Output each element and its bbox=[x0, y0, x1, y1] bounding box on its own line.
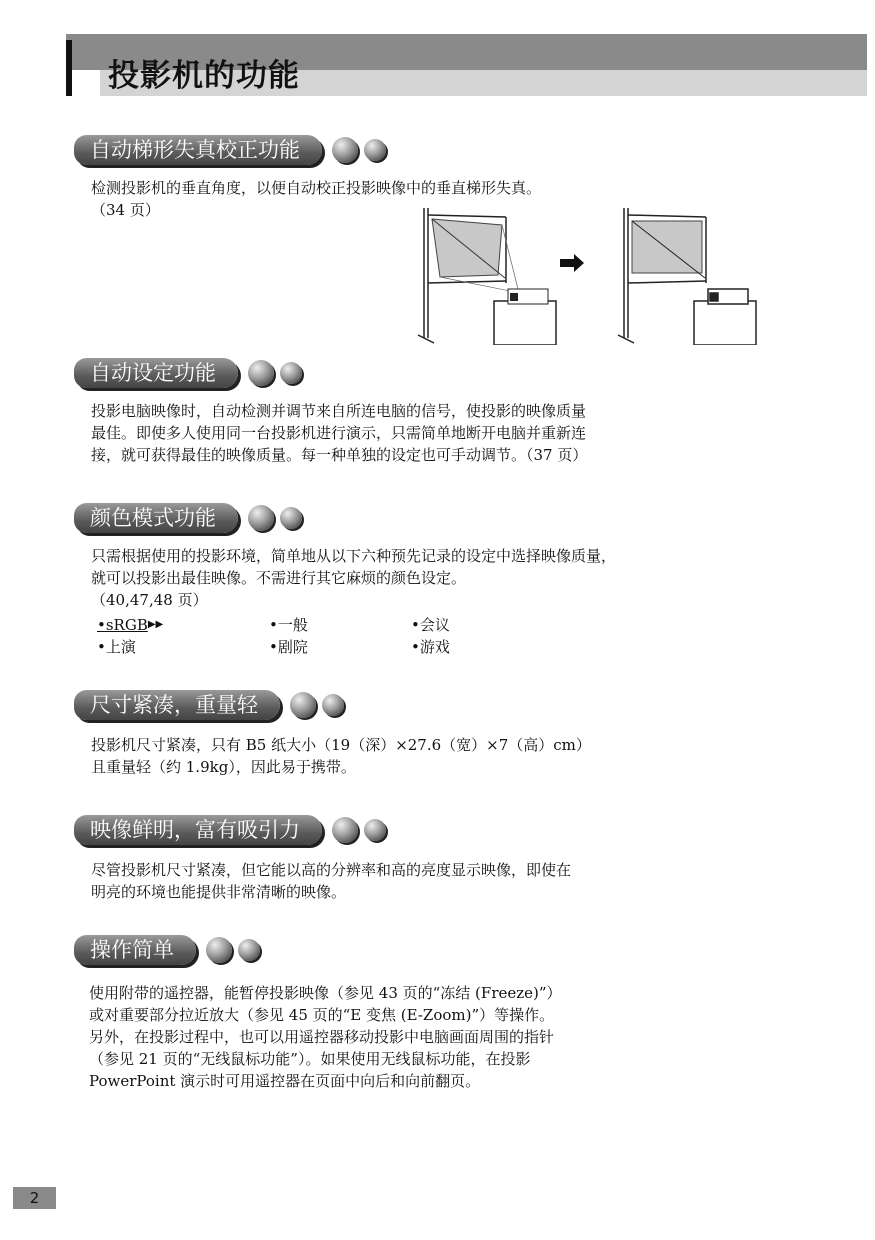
mode-srgb-link[interactable]: •sRGB bbox=[97, 616, 148, 634]
sphere-icon bbox=[248, 360, 274, 386]
section-heading bbox=[74, 135, 386, 165]
keystone-illustration bbox=[410, 203, 770, 345]
mode-item: •上演 bbox=[97, 638, 136, 656]
sphere-icon bbox=[332, 817, 358, 843]
sphere-icon bbox=[364, 819, 386, 841]
text-line: 投影机尺寸紧凑，只有 B5 纸大小（19（深）×27.6（宽）×7（高）cm） bbox=[91, 736, 591, 754]
sphere-icon bbox=[280, 362, 302, 384]
heading-label: 自动梯形失真校正功能 bbox=[74, 135, 322, 165]
text-line: 就可以投影出最佳映像。不需进行其它麻烦的颜色设定。 bbox=[91, 569, 467, 587]
page-title: 投影机的功能 bbox=[108, 58, 300, 94]
sphere-icon bbox=[238, 939, 260, 961]
section-body bbox=[89, 982, 749, 1092]
page-number: 2 bbox=[13, 1187, 56, 1209]
sphere-icon bbox=[364, 139, 386, 161]
sphere-icon bbox=[290, 692, 316, 718]
section-heading bbox=[74, 690, 344, 720]
section-heading bbox=[74, 358, 302, 388]
text-line: 明亮的环境也能提供非常清晰的映像。 bbox=[91, 883, 347, 901]
sphere-icon bbox=[248, 505, 274, 531]
section-body bbox=[91, 859, 751, 903]
section-body bbox=[91, 400, 751, 466]
color-mode-list bbox=[97, 614, 450, 658]
heading-label: 操作简单 bbox=[74, 935, 196, 965]
section-body bbox=[91, 545, 751, 611]
heading-label: 自动设定功能 bbox=[74, 358, 238, 388]
sphere-icon bbox=[280, 507, 302, 529]
mode-item: •一般 bbox=[269, 616, 308, 634]
text-line: 接，就可获得最佳的映像质量。每一种单独的设定也可手动调节。（37 页） bbox=[91, 446, 588, 464]
text-line: （40,47,48 页） bbox=[91, 591, 208, 609]
text-line: 最佳。即使多人使用同一台投影机进行演示，只需简单地断开电脑并重新连 bbox=[91, 424, 587, 442]
mode-item: •游戏 bbox=[411, 638, 450, 656]
section-heading bbox=[74, 503, 302, 533]
text-line: （参见 21 页的“无线鼠标功能”）。如果使用无线鼠标功能，在投影 bbox=[89, 1050, 531, 1068]
text-line: 投影电脑映像时，自动检测并调节来自所连电脑的信号，使投影的映像质量 bbox=[91, 402, 587, 420]
double-arrow-icon: ▶▶ bbox=[147, 619, 164, 630]
section-body bbox=[91, 734, 751, 778]
sphere-icon bbox=[332, 137, 358, 163]
heading-label: 尺寸紧凑，重量轻 bbox=[74, 690, 280, 720]
text-line: 只需根据使用的投影环境，简单地从以下六种预先记录的设定中选择映像质量， bbox=[91, 547, 617, 565]
sphere-icon bbox=[322, 694, 344, 716]
section-heading bbox=[74, 815, 386, 845]
mode-item: •会议 bbox=[411, 616, 450, 634]
sphere-icon bbox=[206, 937, 232, 963]
text-line: 或对重要部分拉近放大（参见 45 页的“E 变焦 (E-Zoom)”）等操作。 bbox=[89, 1006, 555, 1024]
text-line: 尽管投影机尺寸紧凑，但它能以高的分辨率和高的亮度显示映像，即使在 bbox=[91, 861, 572, 879]
mode-item: •剧院 bbox=[269, 638, 308, 656]
text-line: 检测投影机的垂直角度，以便自动校正投影映像中的垂直梯形失真。 bbox=[91, 179, 542, 197]
text-line: PowerPoint 演示时可用遥控器在页面中向后和向前翻页。 bbox=[89, 1072, 481, 1090]
section-heading bbox=[74, 935, 260, 965]
heading-label: 颜色模式功能 bbox=[74, 503, 238, 533]
text-line: 另外，在投影过程中，也可以用遥控器移动投影中电脑画面周围的指针 bbox=[89, 1028, 555, 1046]
text-line: 且重量轻（约 1.9kg），因此易于携带。 bbox=[91, 758, 356, 776]
text-line: （34 页） bbox=[91, 201, 160, 219]
header-accent-bar bbox=[66, 40, 72, 96]
heading-label: 映像鲜明，富有吸引力 bbox=[74, 815, 322, 845]
text-line: 使用附带的遥控器，能暂停投影映像（参见 43 页的“冻结 (Freeze)”） bbox=[89, 984, 562, 1002]
